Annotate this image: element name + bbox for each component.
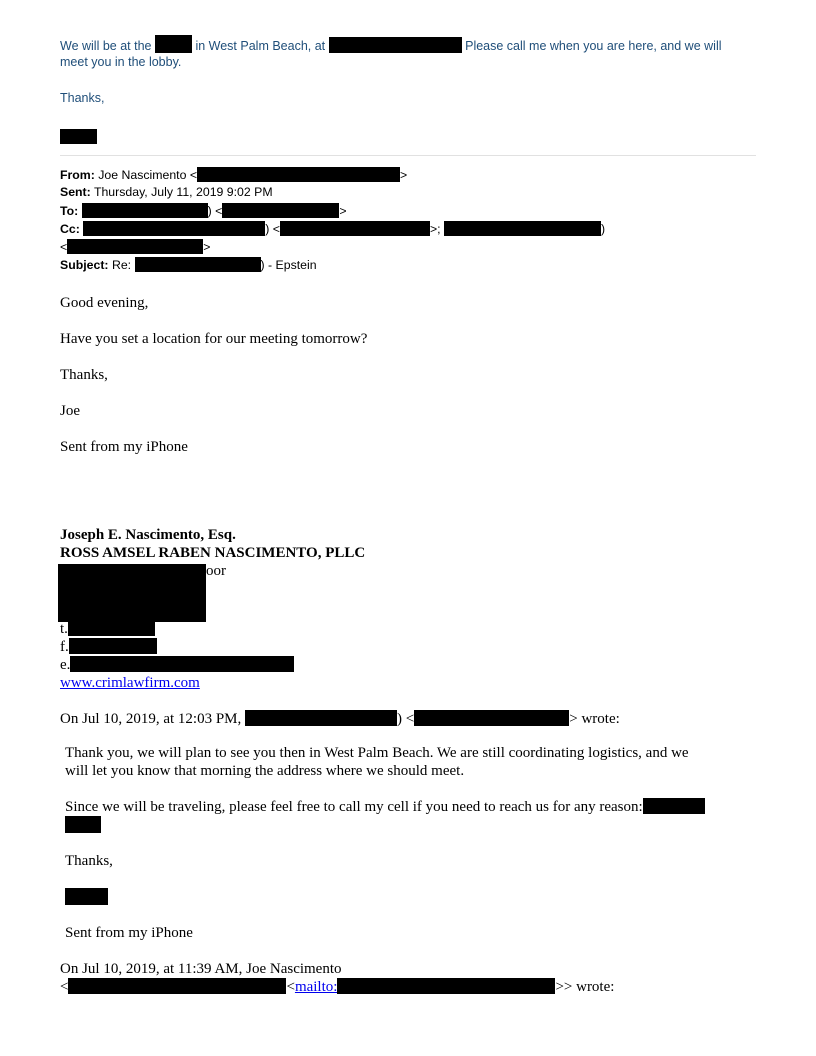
cc-mid: ) <	[265, 222, 280, 236]
joe-sent-from: Sent from my iPhone	[60, 439, 188, 455]
quoted1-header-pre: On Jul 10, 2019, at 12:03 PM,	[60, 711, 242, 727]
redaction-block	[444, 221, 601, 236]
quoted2-header-line2	[60, 978, 614, 996]
redaction-block	[414, 710, 569, 726]
cc-close: )	[600, 222, 606, 236]
e-label: e.	[60, 657, 71, 673]
header-cc-cont	[60, 239, 210, 254]
reply-text: in West Palm Beach, at	[195, 39, 326, 53]
quoted1-body-line1: Thank you, we will plan to see you then in West Palm Beach. We are still coordinating logistics, and we	[65, 745, 689, 761]
quoted1-header-mid: ) <	[397, 711, 415, 727]
from-label: From:	[60, 168, 95, 182]
header-cc	[60, 221, 605, 236]
redaction-block	[68, 978, 286, 994]
signature-phone	[60, 620, 155, 638]
quoted1-body-line2: will let you know that morning the address where we should meet.	[65, 763, 465, 779]
quoted1-body-line3	[65, 798, 705, 816]
signature-email	[60, 656, 294, 674]
reply-line-1	[60, 35, 722, 55]
signature-fax	[60, 638, 157, 656]
from-value: Joe Nascimento <	[98, 168, 198, 182]
redaction-block	[155, 35, 192, 53]
subject-pre: Re:	[111, 258, 132, 272]
quoted1-header-post: > wrote:	[569, 711, 620, 727]
quoted2-mid-open: <	[286, 979, 295, 995]
reply-thanks: Thanks,	[60, 91, 105, 105]
cc-sep: >;	[429, 222, 441, 236]
quoted1-sent-from: Sent from my iPhone	[65, 925, 193, 941]
quoted1-signature-redaction	[65, 888, 108, 907]
sent-value: Thursday, July 11, 2019 9:02 PM	[93, 185, 273, 199]
address-redaction	[58, 564, 206, 622]
header-to	[60, 203, 347, 218]
quoted1-thanks: Thanks,	[65, 853, 113, 869]
reply-line-2: meet you in the lobby.	[60, 55, 182, 69]
reply-text: Please call me when you are here, and we will	[465, 39, 722, 53]
joe-greeting: Good evening,	[60, 295, 149, 311]
to-mid: ) <	[207, 204, 223, 218]
redaction-block	[329, 37, 462, 53]
joe-question: Have you set a location for our meeting tomorrow?	[60, 331, 368, 347]
redaction-block	[65, 888, 108, 905]
redaction-block	[280, 221, 430, 236]
reply-text: We will be at the	[60, 39, 152, 53]
signature-name: Joseph E. Nascimento, Esq.	[60, 527, 236, 543]
redaction-block	[67, 239, 203, 254]
website-link[interactable]: www.crimlawfirm.com	[60, 675, 200, 691]
quoted2-header-line1: On Jul 10, 2019, at 11:39 AM, Joe Nascimento	[60, 961, 342, 977]
quoted1-phone-redaction	[65, 816, 101, 835]
redaction-block	[135, 257, 261, 272]
header-subject	[60, 257, 317, 272]
header-sent	[60, 185, 273, 199]
redaction-block	[70, 656, 294, 672]
redaction-block	[65, 816, 101, 833]
redaction-block	[643, 798, 705, 814]
sent-label: Sent:	[60, 185, 91, 199]
quoted1-header	[60, 710, 620, 728]
quoted2-post: >> wrote:	[555, 979, 615, 995]
quoted2-open: <	[60, 979, 69, 995]
cc-label: Cc:	[60, 222, 80, 236]
redaction-block	[60, 129, 97, 144]
redaction-block	[69, 638, 157, 654]
cc2-open: <	[60, 240, 68, 254]
header-from	[60, 167, 407, 182]
reply-signature-redaction	[60, 128, 97, 146]
signature-website	[60, 674, 200, 692]
mailto-link[interactable]: mailto:	[294, 979, 338, 995]
joe-thanks: Thanks,	[60, 367, 108, 383]
redaction-block	[197, 167, 400, 182]
quoted1-body-text: Since we will be traveling, please feel free to call my cell if you need to reach us for any reason:	[65, 799, 643, 815]
redaction-block	[83, 221, 265, 236]
header-separator	[60, 155, 756, 156]
redaction-block	[337, 978, 555, 994]
cc2-close: >	[203, 240, 211, 254]
redaction-block	[82, 203, 208, 218]
subject-post: ) - Epstein	[260, 258, 317, 272]
from-close: >	[400, 168, 408, 182]
signature-firm: ROSS AMSEL RABEN NASCIMENTO, PLLC	[60, 545, 366, 561]
redaction-block	[68, 620, 155, 636]
f-label: f.	[60, 639, 69, 655]
subject-label: Subject:	[60, 258, 109, 272]
floor-fragment: oor	[206, 563, 226, 579]
redaction-block	[245, 710, 397, 726]
joe-name: Joe	[60, 403, 80, 419]
to-label: To:	[60, 204, 79, 218]
to-close: >	[339, 204, 347, 218]
redaction-block	[222, 203, 339, 218]
t-label: t.	[60, 621, 68, 637]
